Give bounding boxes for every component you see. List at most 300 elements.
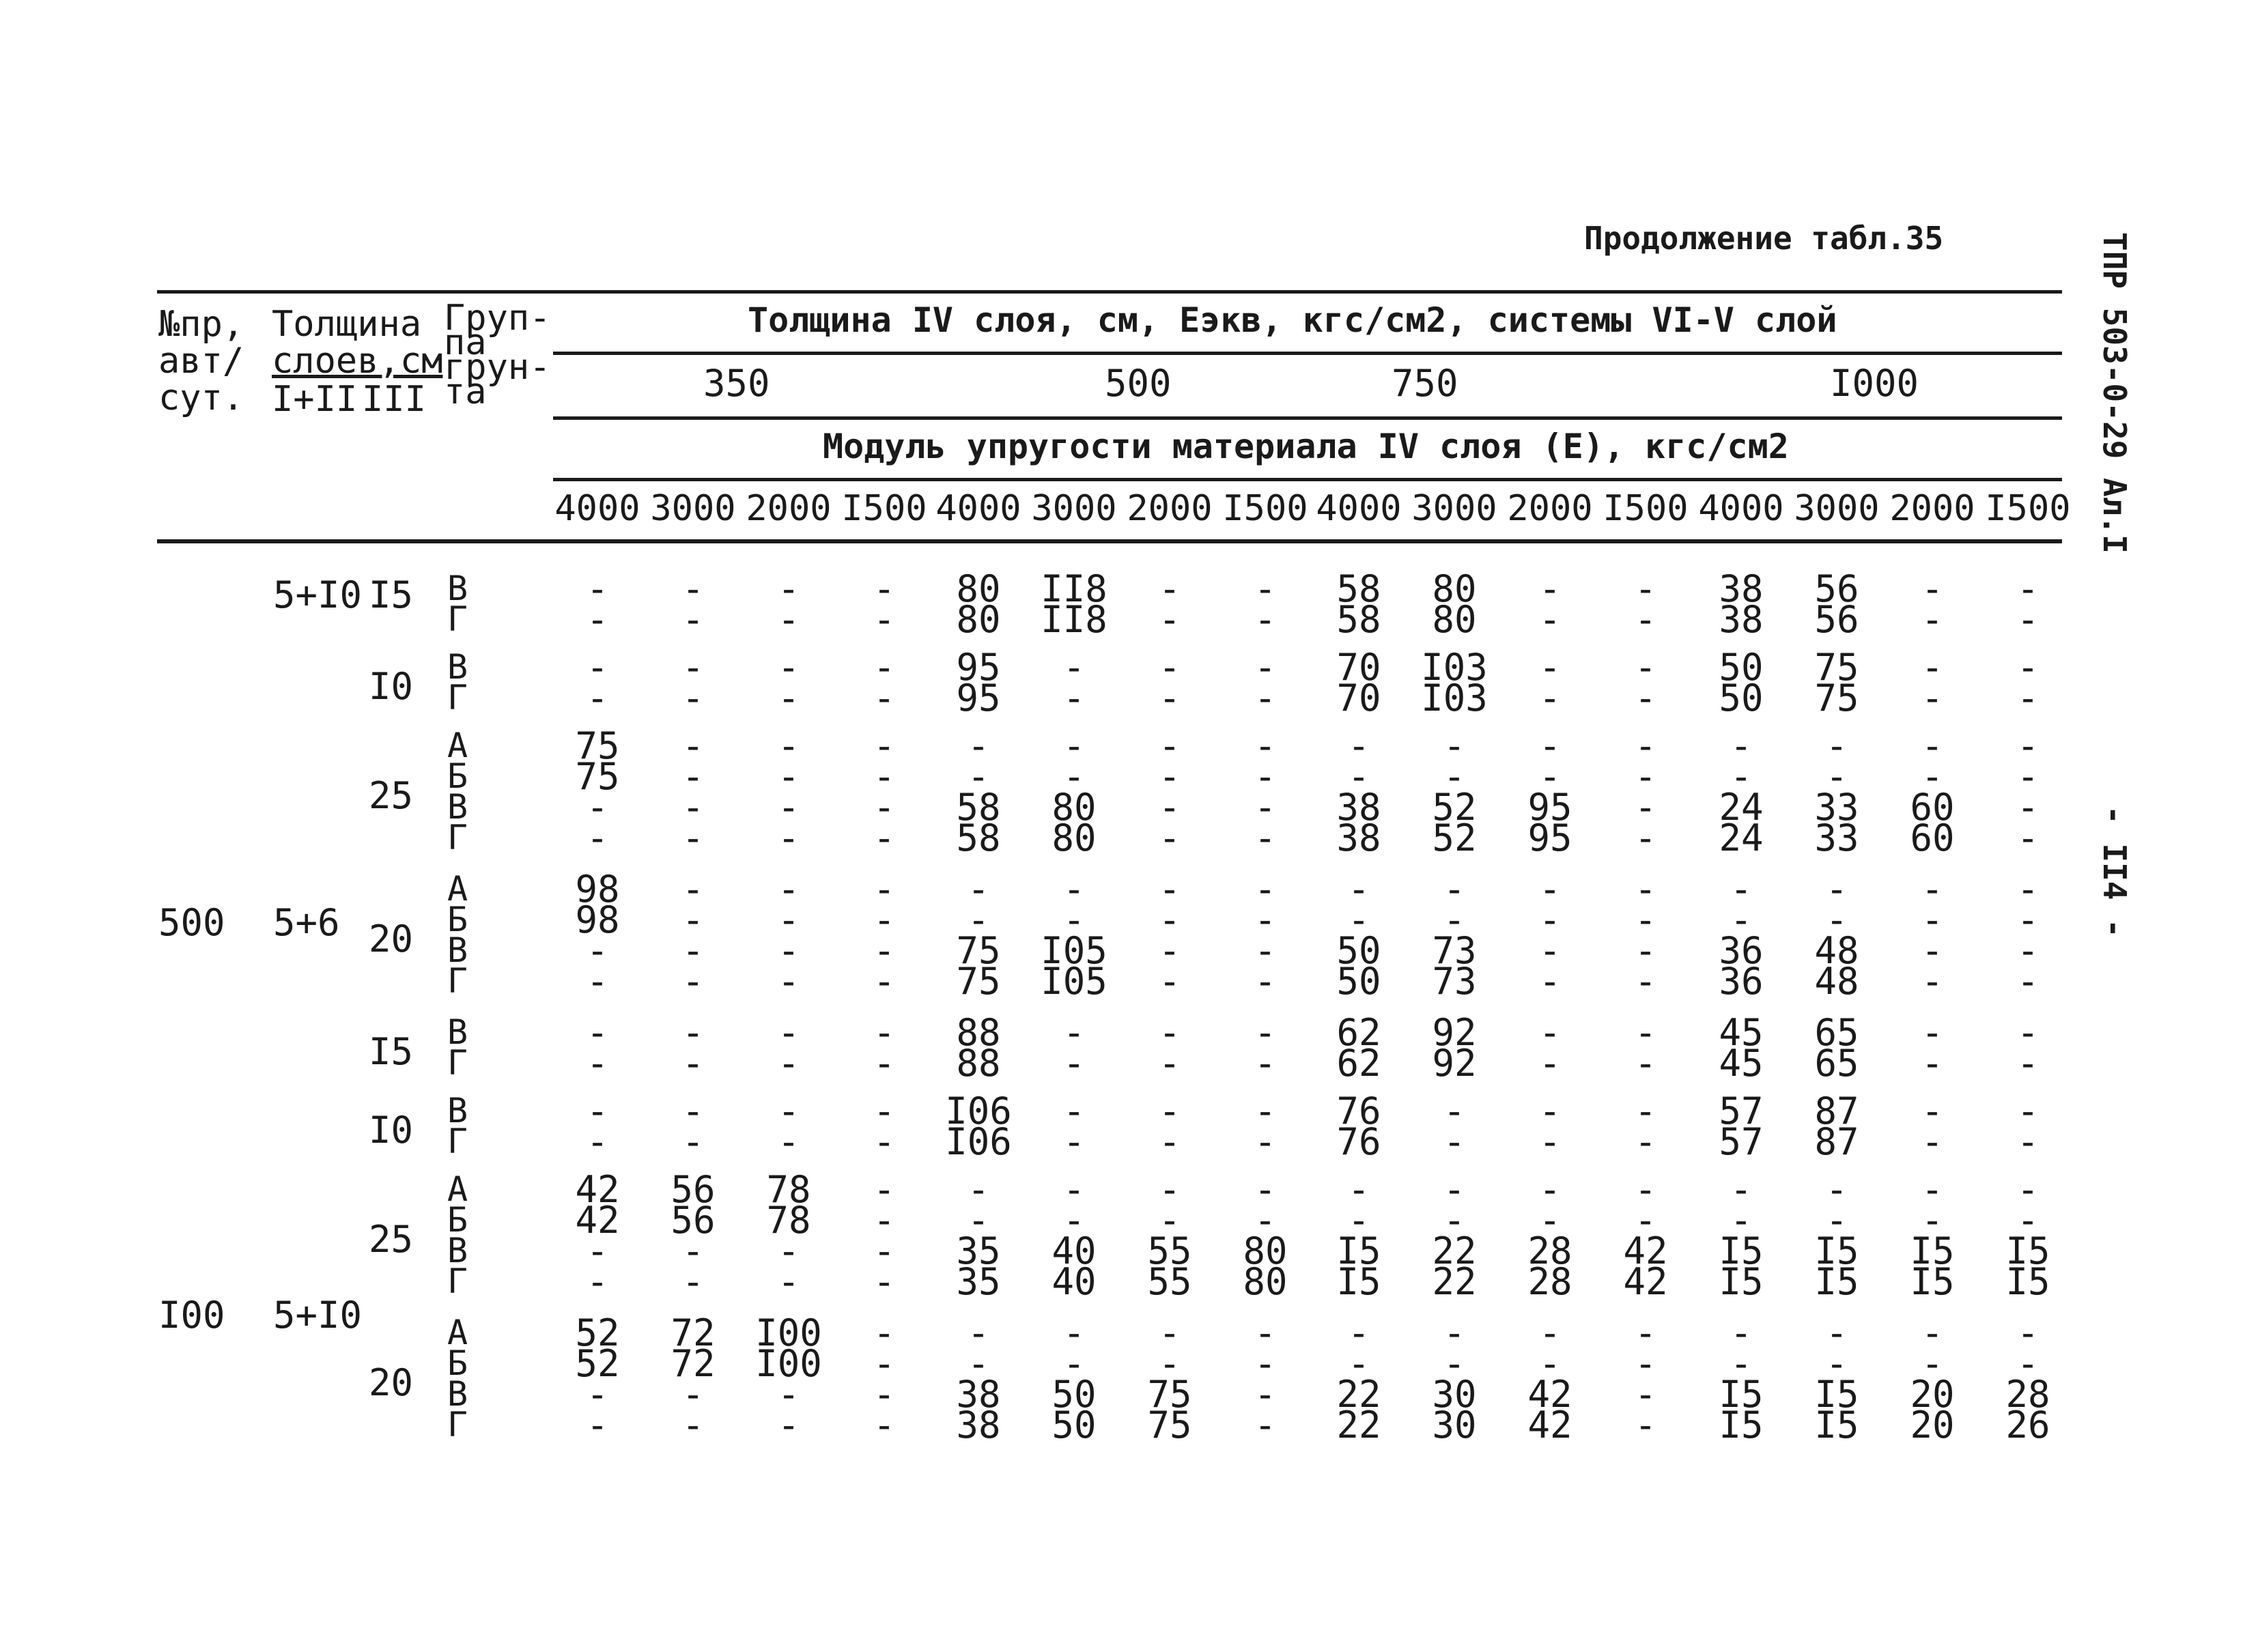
- modulus-value-header: 2000: [1507, 488, 1593, 529]
- soil-group: В: [447, 647, 468, 687]
- cell-value: 80: [1432, 598, 1477, 641]
- modulus-value-header: I500: [1985, 488, 2071, 529]
- cell-value: -: [1538, 898, 1562, 941]
- table-cell: [649, 724, 737, 859]
- cell-value: 76: [1336, 1120, 1381, 1163]
- cell-value: 60: [1910, 786, 1955, 829]
- table-cell: [1506, 724, 1594, 859]
- cell-value: 62: [1336, 1011, 1381, 1054]
- cell-value: I5: [1719, 1404, 1764, 1447]
- table-cell: [1314, 1168, 1403, 1303]
- cell-value: -: [1825, 1199, 1848, 1242]
- cell-value: 75: [1147, 1373, 1192, 1416]
- cell-value: -: [1825, 1311, 1848, 1354]
- cell-value: 38: [1336, 786, 1381, 829]
- cell-value: -: [1634, 567, 1657, 610]
- cell-value: I5: [1814, 1373, 1859, 1416]
- table-cell: [1984, 1011, 2072, 1085]
- soil-group: В: [447, 1091, 468, 1130]
- cell-value: -: [1254, 1404, 1277, 1447]
- thickness-header: Толщина: [272, 304, 422, 345]
- table-cell: [934, 567, 1023, 641]
- cell-value: -: [1538, 1090, 1562, 1133]
- soil-group: Б: [447, 900, 468, 939]
- cell-value: 75: [956, 929, 1001, 972]
- cell-value: 80: [1432, 567, 1477, 610]
- cell-value: 50: [1336, 960, 1381, 1003]
- cell-value: 95: [1527, 816, 1572, 859]
- layer-thickness-i-ii: 5+I0: [273, 573, 363, 616]
- table-cell: [744, 646, 833, 720]
- cell-value: 42: [1527, 1373, 1572, 1416]
- intensity-header: №пр, авт/ сут.: [158, 304, 244, 418]
- table-cell: [1506, 1090, 1594, 1163]
- cell-value: 52: [1432, 816, 1477, 859]
- modulus-value-header: I500: [841, 488, 927, 529]
- cell-value: -: [1921, 898, 1944, 941]
- cell-value: -: [1158, 1199, 1181, 1242]
- soil-group: Г: [447, 678, 468, 717]
- soil-group-list: [434, 1091, 481, 1161]
- cell-value: -: [1538, 755, 1562, 798]
- cell-value: 80: [956, 567, 1001, 610]
- table-cell: [1221, 724, 1310, 859]
- cell-value: -: [777, 929, 800, 972]
- cell-value: -: [1634, 1342, 1657, 1385]
- cell-value: 88: [956, 1011, 1001, 1054]
- cell-value: -: [1347, 1199, 1370, 1242]
- cell-value: -: [1347, 1311, 1370, 1354]
- table-cell: [1792, 646, 1881, 720]
- soil-group: В: [447, 1012, 468, 1052]
- cell-value: -: [586, 646, 609, 689]
- cell-value: 38: [956, 1373, 1001, 1416]
- cell-value: 28: [2005, 1373, 2050, 1416]
- cell-value: 48: [1814, 960, 1859, 1003]
- cell-value: -: [777, 1120, 800, 1163]
- cell-value: -: [1254, 960, 1277, 1003]
- cell-value: -: [873, 1229, 896, 1272]
- cell-value: -: [681, 677, 705, 720]
- cell-value: -: [2016, 868, 2040, 911]
- cell-value: 42: [1623, 1229, 1668, 1272]
- cell-value: -: [2016, 1042, 2040, 1085]
- cell-value: 56: [671, 1168, 716, 1211]
- cell-value: 75: [1147, 1404, 1192, 1447]
- cell-value: -: [1158, 898, 1181, 941]
- top-rule: [157, 290, 2062, 294]
- cell-value: -: [586, 1042, 609, 1085]
- rule-under-modulus-title: [553, 478, 2062, 481]
- cell-value: -: [1158, 1042, 1181, 1085]
- table-cell: [553, 1090, 642, 1163]
- table-cell: [1601, 567, 1690, 641]
- soil-group: Г: [447, 1043, 468, 1083]
- cell-value: -: [777, 1229, 800, 1272]
- cell-value: -: [1634, 868, 1657, 911]
- cell-value: 92: [1432, 1011, 1477, 1054]
- layer-thickness-iii: 25: [369, 774, 414, 817]
- soil-group-header: Груп- па грун- та: [444, 298, 551, 412]
- modulus-header: Модуль упругости материала IV слоя (Е), кгс/см2: [823, 427, 1789, 466]
- table-cell: [1792, 868, 1881, 1003]
- cell-value: 22: [1336, 1373, 1381, 1416]
- table-cell: [744, 567, 833, 641]
- soil-group: А: [447, 726, 468, 765]
- table-cell: [1221, 1090, 1310, 1163]
- cell-value: -: [1634, 1311, 1657, 1354]
- soil-group: Б: [447, 756, 468, 796]
- cell-value: I5: [1719, 1260, 1764, 1303]
- cell-value: -: [1921, 960, 1944, 1003]
- table-cell: [1601, 1090, 1690, 1163]
- cell-value: 75: [1814, 677, 1859, 720]
- table-cell: [1030, 868, 1118, 1003]
- cell-value: -: [681, 816, 705, 859]
- table-cell: [1888, 868, 1977, 1003]
- cell-value: -: [873, 1199, 896, 1242]
- modulus-value-header: 4000: [935, 488, 1021, 529]
- thickness-500: 500: [1105, 362, 1172, 405]
- cell-value: -: [586, 960, 609, 1003]
- cell-value: -: [1921, 929, 1944, 972]
- table-cell: [1506, 1011, 1594, 1085]
- table-cell: [1506, 646, 1594, 720]
- cell-value: -: [1158, 646, 1181, 689]
- cell-value: -: [1347, 755, 1370, 798]
- cell-value: -: [1158, 1342, 1181, 1385]
- cell-value: -: [1158, 1120, 1181, 1163]
- cell-value: -: [1921, 1199, 1944, 1242]
- cell-value: -: [1730, 898, 1753, 941]
- modulus-value-header: 4000: [554, 488, 640, 529]
- modulus-value-header: I500: [1222, 488, 1308, 529]
- cell-value: -: [1443, 755, 1466, 798]
- cell-value: -: [1730, 868, 1753, 911]
- cell-value: -: [967, 1342, 990, 1385]
- cell-value: -: [1443, 1199, 1466, 1242]
- table-cell: [1221, 868, 1310, 1003]
- cell-value: I00: [755, 1342, 822, 1385]
- cell-value: -: [1538, 1168, 1562, 1211]
- table-cell: [553, 646, 642, 720]
- table-cell: [1697, 1311, 1786, 1447]
- cell-value: I03: [1421, 646, 1488, 689]
- soil-group: В: [447, 1231, 468, 1270]
- cell-value: -: [1538, 598, 1562, 641]
- rule-under-thickness: [553, 416, 2062, 420]
- cell-value: -: [777, 960, 800, 1003]
- cell-value: -: [1254, 755, 1277, 798]
- cell-value: I00: [755, 1311, 822, 1354]
- cell-value: I05: [1041, 960, 1107, 1003]
- cell-value: -: [1825, 898, 1848, 941]
- table-cell: [840, 646, 929, 720]
- cell-value: -: [1634, 1120, 1657, 1163]
- table-cell: [934, 1090, 1023, 1163]
- cell-value: -: [1538, 1042, 1562, 1085]
- rule-under-main: [553, 352, 2062, 355]
- cell-value: 48: [1814, 929, 1859, 972]
- cell-value: -: [1254, 816, 1277, 859]
- cell-value: -: [681, 755, 705, 798]
- table-cell: [934, 724, 1023, 859]
- cell-value: 75: [1814, 646, 1859, 689]
- thickness-750: 750: [1392, 362, 1458, 405]
- cell-value: 60: [1910, 816, 1955, 859]
- cell-value: I5: [1336, 1229, 1381, 1272]
- cell-value: I06: [945, 1120, 1012, 1163]
- modulus-value-header: 3000: [650, 488, 736, 529]
- soil-group-list: [434, 569, 481, 639]
- cell-value: 58: [956, 816, 1001, 859]
- cell-value: 50: [1719, 677, 1764, 720]
- soil-group-list: [434, 869, 481, 1001]
- cell-value: -: [873, 1373, 896, 1416]
- cell-value: -: [1062, 1120, 1086, 1163]
- cell-value: -: [1921, 646, 1944, 689]
- soil-group: В: [447, 1374, 468, 1414]
- cell-value: -: [586, 598, 609, 641]
- soil-group: Г: [447, 961, 468, 1001]
- table-cell: [1125, 1311, 1214, 1447]
- cell-value: I5: [1336, 1260, 1381, 1303]
- cell-value: I5: [2005, 1229, 2050, 1272]
- table-cell: [1984, 1311, 2072, 1447]
- cell-value: -: [1347, 1168, 1370, 1211]
- cell-value: 98: [575, 868, 620, 911]
- cell-value: 58: [1336, 567, 1381, 610]
- cell-value: 50: [1052, 1404, 1097, 1447]
- cell-value: 45: [1719, 1011, 1764, 1054]
- cell-value: -: [777, 755, 800, 798]
- cell-value: 36: [1719, 929, 1764, 972]
- cell-value: -: [681, 960, 705, 1003]
- cell-value: 38: [1719, 567, 1764, 610]
- layer-thickness-iii: I0: [369, 1109, 414, 1152]
- table-cell: [1601, 646, 1690, 720]
- table-cell: [1030, 1011, 1118, 1085]
- cell-value: -: [1158, 567, 1181, 610]
- cell-value: -: [873, 898, 896, 941]
- table-cell: [1888, 646, 1977, 720]
- cell-value: 56: [671, 1199, 716, 1242]
- cell-value: -: [1825, 1168, 1848, 1211]
- cell-value: -: [1158, 929, 1181, 972]
- cell-value: 73: [1432, 929, 1477, 972]
- cell-value: 50: [1052, 1373, 1097, 1416]
- cell-value: -: [1730, 755, 1753, 798]
- cell-value: -: [586, 816, 609, 859]
- cell-value: 50: [1719, 646, 1764, 689]
- cell-value: -: [586, 1090, 609, 1133]
- cell-value: -: [1062, 724, 1086, 767]
- cell-value: -: [2016, 898, 2040, 941]
- table-cell: [553, 724, 642, 859]
- soil-group-list: [434, 1012, 481, 1083]
- cell-value: I05: [1041, 929, 1107, 972]
- cell-value: -: [1538, 960, 1562, 1003]
- cell-value: -: [2016, 786, 2040, 829]
- cell-value: -: [1254, 868, 1277, 911]
- cell-value: -: [681, 1120, 705, 1163]
- cell-value: -: [1062, 1090, 1086, 1133]
- cell-value: -: [1825, 755, 1848, 798]
- cell-value: 55: [1147, 1229, 1192, 1272]
- table-cell: [1125, 724, 1214, 859]
- cell-value: 78: [766, 1199, 811, 1242]
- cell-value: -: [1254, 1168, 1277, 1211]
- table-cell: [649, 1011, 737, 1085]
- cell-value: 30: [1432, 1373, 1477, 1416]
- table-cell: [934, 868, 1023, 1003]
- table-cell: [1314, 724, 1403, 859]
- cell-value: -: [681, 786, 705, 829]
- layer-thickness-i-ii: 5+I0: [273, 1294, 363, 1337]
- cell-value: 36: [1719, 960, 1764, 1003]
- modulus-value-header: 3000: [1411, 488, 1497, 529]
- cell-value: -: [777, 1373, 800, 1416]
- table-cell: [1125, 868, 1214, 1003]
- document-code: ТПР 503-0-29 Ал.I: [2096, 232, 2133, 554]
- cell-value: 72: [671, 1342, 716, 1385]
- table-cell: [1314, 646, 1403, 720]
- table-cell: [744, 724, 833, 859]
- soil-group: Б: [447, 1200, 468, 1240]
- cell-value: -: [777, 1042, 800, 1085]
- cell-value: -: [1634, 1199, 1657, 1242]
- cell-value: -: [1062, 1311, 1086, 1354]
- cell-value: -: [1921, 1168, 1944, 1211]
- table-cell: [1792, 1011, 1881, 1085]
- cell-value: -: [681, 1260, 705, 1303]
- table-cell: [1030, 567, 1118, 641]
- cell-value: 87: [1814, 1120, 1859, 1163]
- cell-value: I5: [1814, 1404, 1859, 1447]
- cell-value: 40: [1052, 1260, 1097, 1303]
- cell-value: 70: [1336, 646, 1381, 689]
- cell-value: 55: [1147, 1260, 1192, 1303]
- cell-value: 75: [575, 755, 620, 798]
- table-cell: [1125, 567, 1214, 641]
- table-cell: [1314, 868, 1403, 1003]
- cell-value: 65: [1814, 1042, 1859, 1085]
- soil-group-list: [434, 647, 481, 717]
- cell-value: 98: [575, 898, 620, 941]
- table-cell: [1888, 567, 1977, 641]
- cell-value: -: [873, 929, 896, 972]
- soil-group: Г: [447, 818, 468, 857]
- cell-value: 38: [956, 1404, 1001, 1447]
- cell-value: -: [1538, 1120, 1562, 1163]
- soil-group: Б: [447, 1343, 468, 1383]
- soil-group: Г: [447, 1405, 468, 1444]
- layer-thickness-iii: 25: [369, 1218, 414, 1261]
- layer-thickness-iii: 20: [369, 917, 414, 960]
- cell-value: -: [1730, 1168, 1753, 1211]
- table-cell: [1030, 646, 1118, 720]
- cell-value: -: [1443, 868, 1466, 911]
- table-cell: [840, 724, 929, 859]
- cell-value: -: [586, 1011, 609, 1054]
- cell-value: -: [1062, 1011, 1086, 1054]
- soil-group: В: [447, 569, 468, 608]
- cell-value: -: [681, 1404, 705, 1447]
- cell-value: -: [2016, 1168, 2040, 1211]
- table-cell: [1030, 1168, 1118, 1303]
- cell-value: -: [777, 646, 800, 689]
- cell-value: -: [1062, 646, 1086, 689]
- soil-group: А: [447, 869, 468, 909]
- cell-value: -: [1443, 1342, 1466, 1385]
- cell-value: -: [1158, 786, 1181, 829]
- cell-value: 24: [1719, 816, 1764, 859]
- soil-group-list: [434, 1313, 481, 1444]
- thickness-350: 350: [703, 362, 770, 405]
- cell-value: I5: [1719, 1373, 1764, 1416]
- cell-value: 22: [1432, 1260, 1477, 1303]
- cell-value: -: [1254, 1199, 1277, 1242]
- layer-thickness-iii: I5: [369, 1030, 414, 1073]
- layer-thickness-iii: I0: [369, 665, 414, 708]
- layer-thickness-iii: I5: [369, 573, 414, 616]
- table-cell: [1410, 646, 1499, 720]
- cell-value: -: [2016, 598, 2040, 641]
- cell-value: -: [1254, 1373, 1277, 1416]
- cell-value: -: [1634, 898, 1657, 941]
- cell-value: -: [873, 677, 896, 720]
- cell-value: -: [586, 677, 609, 720]
- cell-value: -: [873, 1120, 896, 1163]
- cell-value: -: [1062, 868, 1086, 911]
- cell-value: -: [1634, 1090, 1657, 1133]
- cell-value: 52: [575, 1311, 620, 1354]
- table-cell: [1984, 724, 2072, 859]
- table-cell: [1984, 1090, 2072, 1163]
- cell-value: 56: [1814, 598, 1859, 641]
- table-cell: [1506, 567, 1594, 641]
- table-cell: [1601, 1011, 1690, 1085]
- cell-value: -: [873, 1168, 896, 1211]
- table-cell: [649, 646, 737, 720]
- modulus-value-header: 4000: [1698, 488, 1784, 529]
- cell-value: -: [873, 646, 896, 689]
- table-cell: [1314, 1011, 1403, 1085]
- cell-value: -: [1443, 1168, 1466, 1211]
- table-cell: [934, 1011, 1023, 1085]
- cell-value: -: [1158, 868, 1181, 911]
- cell-value: 80: [1243, 1229, 1288, 1272]
- cell-value: -: [1634, 755, 1657, 798]
- cell-value: 50: [1336, 929, 1381, 972]
- table-cell: [1984, 1168, 2072, 1303]
- cell-value: -: [2016, 646, 2040, 689]
- cell-value: -: [1921, 1311, 1944, 1354]
- table-cell: [1221, 1011, 1310, 1085]
- table-cell: [1314, 1090, 1403, 1163]
- cell-value: -: [967, 1168, 990, 1211]
- cell-value: -: [2016, 960, 2040, 1003]
- cell-value: -: [1538, 929, 1562, 972]
- cell-value: -: [1634, 929, 1657, 972]
- cell-value: 73: [1432, 960, 1477, 1003]
- cell-value: -: [1254, 929, 1277, 972]
- cell-value: 22: [1336, 1404, 1381, 1447]
- main-header: Толщина IV слоя, см, Еэкв, кгс/см2, системы VI-V слой: [748, 300, 1837, 340]
- cell-value: I5: [1910, 1260, 1955, 1303]
- thickness-1000: I000: [1830, 362, 1919, 405]
- cell-value: -: [1538, 1199, 1562, 1242]
